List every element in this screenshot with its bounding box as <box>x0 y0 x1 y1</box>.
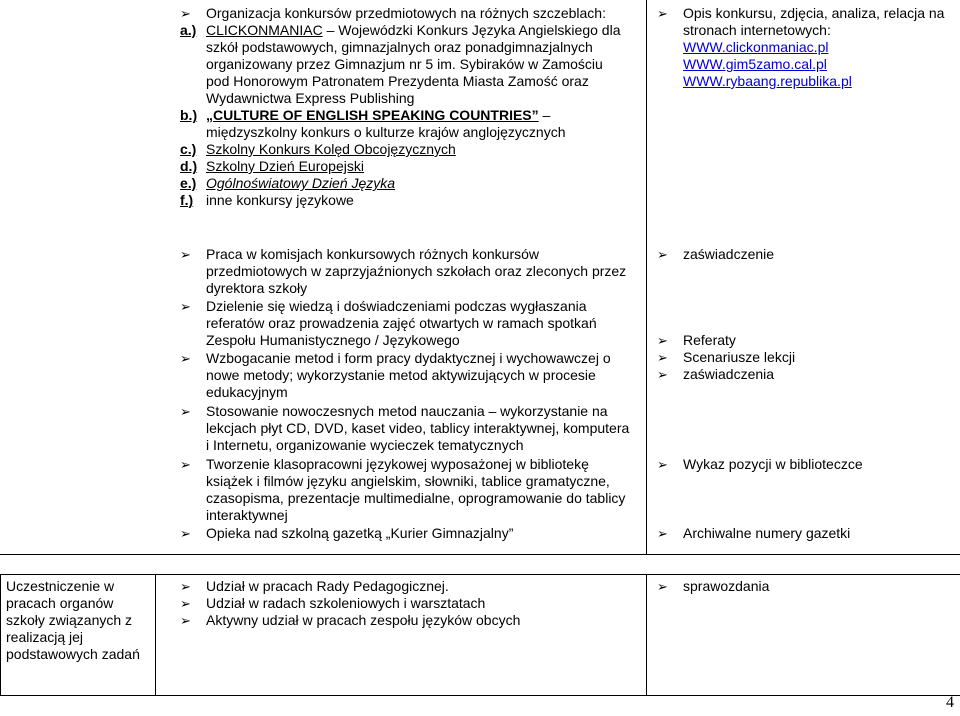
bottom-col-divider-2 <box>646 574 647 696</box>
bullet-icon: ➢ <box>657 6 668 21</box>
contest-letter: a.) <box>180 22 197 38</box>
evidence-description: Opis konkursu, zdjęcia, analiza, relacja na stronach internetowych: <box>683 5 945 38</box>
activity-text: Wzbogacanie metod i form pracy dydaktycznej i wychowawczej o nowe metody; wykorzystanie metod aktywizujących w procesie edukacyjnym <box>206 350 611 400</box>
contest-item <box>180 158 630 175</box>
evidence-text: zaświadczenia <box>683 366 775 382</box>
evidence-item-6 <box>657 525 957 542</box>
bullet-icon: ➢ <box>180 299 191 314</box>
contest-letter: f.) <box>180 192 194 208</box>
bullet-icon: ➢ <box>657 247 668 262</box>
contests-block <box>180 5 630 209</box>
bullet-icon: ➢ <box>657 333 668 348</box>
contests-heading <box>180 5 630 22</box>
link-rybaang[interactable]: WWW.rybaang.republika.pl <box>683 73 852 89</box>
bullet-icon: ➢ <box>180 579 191 594</box>
activity-text: Praca w komisjach konkursowych różnych konkursów przedmiotowych w zaprzyjaźnionych szkołach oraz zleconych przez dyrektora szkoły <box>206 246 627 296</box>
activity-text: Dzielenie się wiedzą i doświadczeniami podczas wygłaszania referatów oraz prowadzenia zajęć otwartych w ramach spotkań Zespołu Humanistycznego / Językowego <box>206 298 597 348</box>
evidence-text: Wykaz pozycji w biblioteczce <box>683 456 863 472</box>
contest-letter: d.) <box>180 158 198 174</box>
bottom-evidence <box>657 578 957 595</box>
activity-text: Stosowanie nowoczesnych metod nauczania – wykorzystanie na lekcjach płyt CD, DVD, kaset video, tablicy interaktywnej, komputera i Internetu, organizowanie wycieczek tematycznych <box>206 403 630 453</box>
contest-item <box>180 192 630 209</box>
contest-text: Ogólnoświatowy Dzień Języka <box>206 175 396 191</box>
evidence-item-5 <box>657 456 957 473</box>
contest-letter: b.) <box>180 107 198 123</box>
bottom-activity-text: Aktywny udział w pracach zespołu języków obcych <box>206 612 521 628</box>
bullet-icon: ➢ <box>657 367 668 382</box>
evidence-item-2 <box>657 332 957 383</box>
bottom-activities <box>180 578 630 629</box>
link-gim5zamo[interactable]: WWW.gim5zamo.cal.pl <box>683 56 827 72</box>
bullet-icon: ➢ <box>657 350 668 365</box>
bottom-evidence-text: sprawozdania <box>683 578 770 594</box>
bottom-row-label: Uczestniczenie w pracach organów szkoły związanych z realizacją jej podstawowych zadań <box>6 578 140 662</box>
contest-text: Szkolny Konkurs Kolęd Obcojęzycznych <box>206 141 456 157</box>
contest-item <box>180 141 630 158</box>
contest-evidence-block <box>657 5 957 90</box>
bottom-activity-text: Udział w radach szkoleniowych i warsztatach <box>206 595 486 611</box>
contest-text: Szkolny Dzień Europejski <box>206 158 364 174</box>
activity-item-1 <box>180 246 630 297</box>
contest-text: inne konkursy językowe <box>206 192 354 208</box>
bullet-icon: ➢ <box>180 247 191 262</box>
evidence-text: Scenariusze lekcji <box>683 349 796 365</box>
contest-item <box>180 107 630 141</box>
contest-letter: c.) <box>180 141 197 157</box>
bullet-icon: ➢ <box>180 526 191 541</box>
bullet-icon: ➢ <box>180 596 191 611</box>
activity-item-3 <box>180 350 630 401</box>
bullet-icon: ➢ <box>657 457 668 472</box>
contest-letter: e.) <box>180 175 197 191</box>
top-col-divider <box>646 0 647 554</box>
activity-text: Opieka nad szkolną gazetką „Kurier Gimnazjalny” <box>206 525 514 541</box>
evidence-text: Referaty <box>683 332 736 348</box>
bottom-col-divider-1 <box>155 574 156 696</box>
activity-item-4 <box>180 403 630 454</box>
activity-item-6 <box>180 525 630 542</box>
activity-item-2 <box>180 298 630 349</box>
bullet-icon: ➢ <box>180 613 191 628</box>
contest-item <box>180 175 630 192</box>
bullet-icon: ➢ <box>180 6 191 21</box>
contests-heading-text: Organizacja konkursów przedmiotowych na różnych szczeblach: <box>206 5 606 21</box>
bullet-icon: ➢ <box>180 457 191 472</box>
evidence-text: Archiwalne numery gazetki <box>683 525 851 541</box>
activity-text: Tworzenie klasopracowni językowej wyposażonej w bibliotekę książek i filmów języku angielskim, słowniki, tablice gramatyczne, czasopisma, prezentacje multimedialne, oprogramowanie do tablicy interaktywnej <box>206 456 626 523</box>
bullet-icon: ➢ <box>657 579 668 594</box>
bullet-icon: ➢ <box>180 351 191 366</box>
contest-item <box>180 22 630 107</box>
page-number: 4 <box>946 694 954 711</box>
activity-item-5 <box>180 456 630 524</box>
contest-text: „CULTURE OF ENGLISH SPEAKING COUNTRIES” – międzyszkolny konkurs o kulturze krajów anglojęzycznych <box>206 107 566 140</box>
evidence-item-1 <box>657 246 957 263</box>
bullet-icon: ➢ <box>180 404 191 419</box>
bottom-activity-text: Udział w pracach Rady Pedagogicznej. <box>206 578 449 594</box>
contest-text: CLICKONMANIAC – Wojewódzki Konkurs Języka Angielskiego dla szkół podstawowych, gimnazjalnych oraz ponadgimnazjalnych organizowany przez Gimnazjum nr 5 im. Sybiraków w Zamościu pod Honorowym Patronatem Prezydenta Miasta Zamość oraz Wydawnictwa Express Publishing <box>206 22 621 106</box>
evidence-text: zaświadczenie <box>683 246 775 262</box>
link-clickonmaniac[interactable]: WWW.clickonmaniac.pl <box>683 39 829 55</box>
bullet-icon: ➢ <box>657 526 668 541</box>
